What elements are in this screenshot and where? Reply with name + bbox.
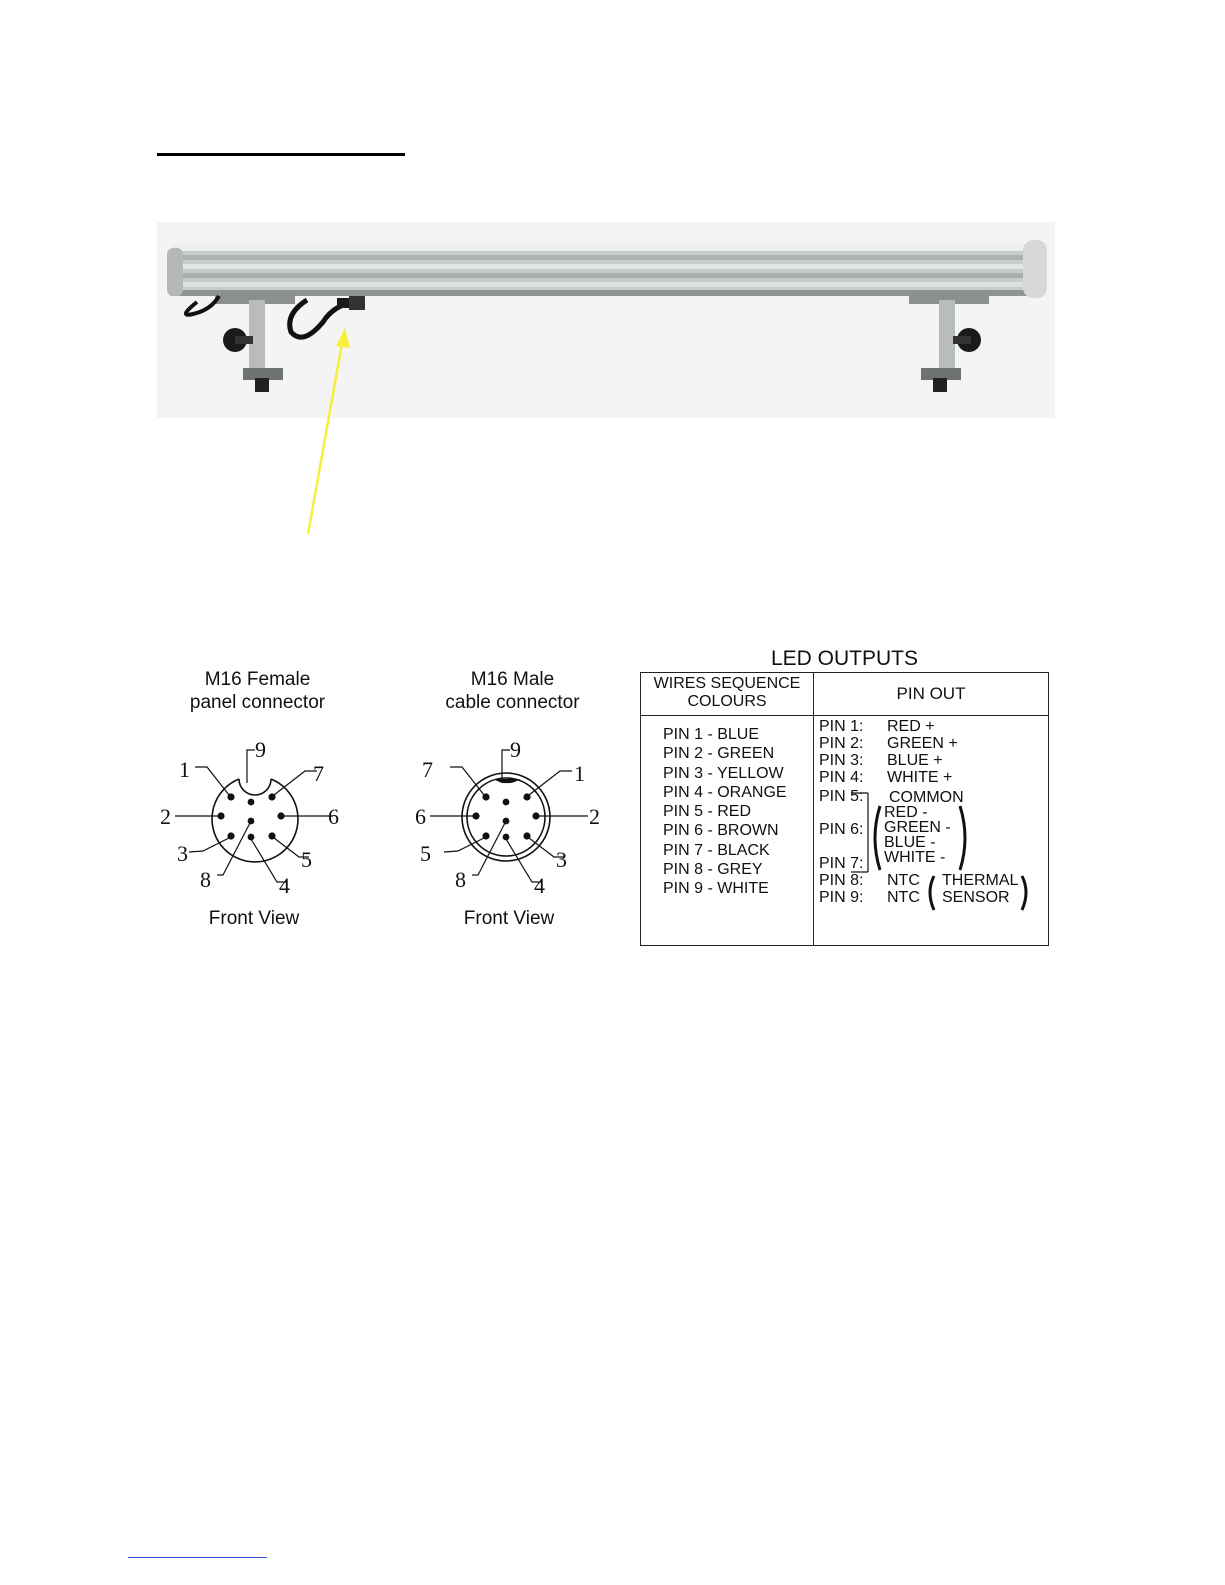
female-pin-label-4: 4: [279, 873, 290, 898]
male-connector-diagram: [410, 735, 615, 900]
female-pin-label-9: 9: [255, 737, 266, 762]
pinout-value: GREEN -: [884, 819, 951, 836]
male-pin-label-8: 8: [455, 867, 466, 892]
list-item: PIN 7 - BLACK: [663, 841, 770, 859]
footer-link-underline: [128, 1557, 267, 1558]
list-item: PIN 4 - ORANGE: [663, 783, 787, 801]
list-item: PIN 9 - WHITE: [663, 880, 769, 898]
female-pin-label-2: 2: [160, 804, 171, 829]
pinout-value: BLUE +: [887, 752, 943, 769]
pinout-value: BLUE -: [884, 834, 936, 851]
pin-out-header: PIN OUT: [896, 684, 966, 703]
pinout-value: RED +: [887, 718, 935, 735]
pinout-brackets: [814, 716, 1048, 945]
female-connector-title: M16 Female panel connector: [189, 669, 326, 713]
led-outputs-table: [640, 672, 1049, 946]
pinout-value: NTC: [887, 872, 920, 889]
list-item: PIN 8 - GREY: [663, 861, 763, 879]
wires-sequence-header: WIRES SEQUENCE COLOURS: [653, 675, 801, 710]
pinout-value: COMMON: [889, 789, 964, 806]
pinout-value: GREEN +: [887, 735, 958, 752]
pinout-label: PIN 3:: [819, 752, 864, 769]
male-pin-label-7: 7: [422, 757, 433, 782]
list-item: PIN 2 - GREEN: [663, 745, 775, 763]
female-pin-label-1: 1: [179, 757, 190, 782]
pinout-label: PIN 4:: [819, 769, 864, 786]
male-pin-label-1: 1: [574, 761, 585, 786]
pinout-label: PIN 1:: [819, 718, 864, 735]
pinout-value: NTC: [887, 889, 920, 906]
list-item: PIN 5 - RED: [663, 803, 752, 821]
list-item: PIN 3 - YELLOW: [663, 764, 784, 782]
male-pin-label-9: 9: [510, 737, 521, 762]
heading-underline: [157, 153, 405, 156]
led-bar-body: [167, 240, 1047, 298]
list-item: PIN 6 - BROWN: [663, 822, 779, 840]
female-pin-label-5: 5: [301, 847, 312, 872]
pinout-label: PIN 5:: [819, 788, 864, 805]
led-bar-photo: [157, 222, 1055, 418]
pinout-label: PIN 2:: [819, 735, 864, 752]
led-outputs-title: LED OUTPUTS: [770, 647, 919, 670]
male-pin-label-2: 2: [589, 804, 600, 829]
female-pin-label-8: 8: [200, 867, 211, 892]
female-pin-label-3: 3: [177, 841, 188, 866]
pinout-value: RED -: [884, 804, 928, 821]
wire-colour-list: [663, 725, 787, 899]
pinout-label: PIN 9:: [819, 889, 864, 906]
pinout-label: PIN 7:: [819, 855, 864, 872]
male-pin-label-5: 5: [420, 841, 431, 866]
yellow-arrow-icon: [296, 322, 358, 538]
female-pin-label-7: 7: [313, 761, 324, 786]
female-pin-label-6: 6: [328, 804, 339, 829]
male-connector-title: M16 Male cable connector: [445, 669, 580, 713]
male-pin-label-4: 4: [534, 873, 545, 898]
male-pin-label-3: 3: [556, 847, 567, 872]
female-front-view-caption: Front View: [208, 908, 300, 929]
male-front-view-caption: Front View: [463, 908, 555, 929]
female-connector-diagram: [155, 735, 360, 900]
list-item: PIN 1 - BLUE: [663, 726, 760, 743]
pinout-label: PIN 8:: [819, 872, 864, 889]
male-pin-label-6: 6: [415, 804, 426, 829]
pinout-value: WHITE +: [887, 769, 953, 786]
pinout-label: PIN 6:: [819, 821, 864, 838]
thermal-sensor-label: THERMAL: [942, 872, 1019, 889]
pinout-value: WHITE -: [884, 849, 946, 866]
thermal-sensor-label: SENSOR: [942, 889, 1010, 906]
